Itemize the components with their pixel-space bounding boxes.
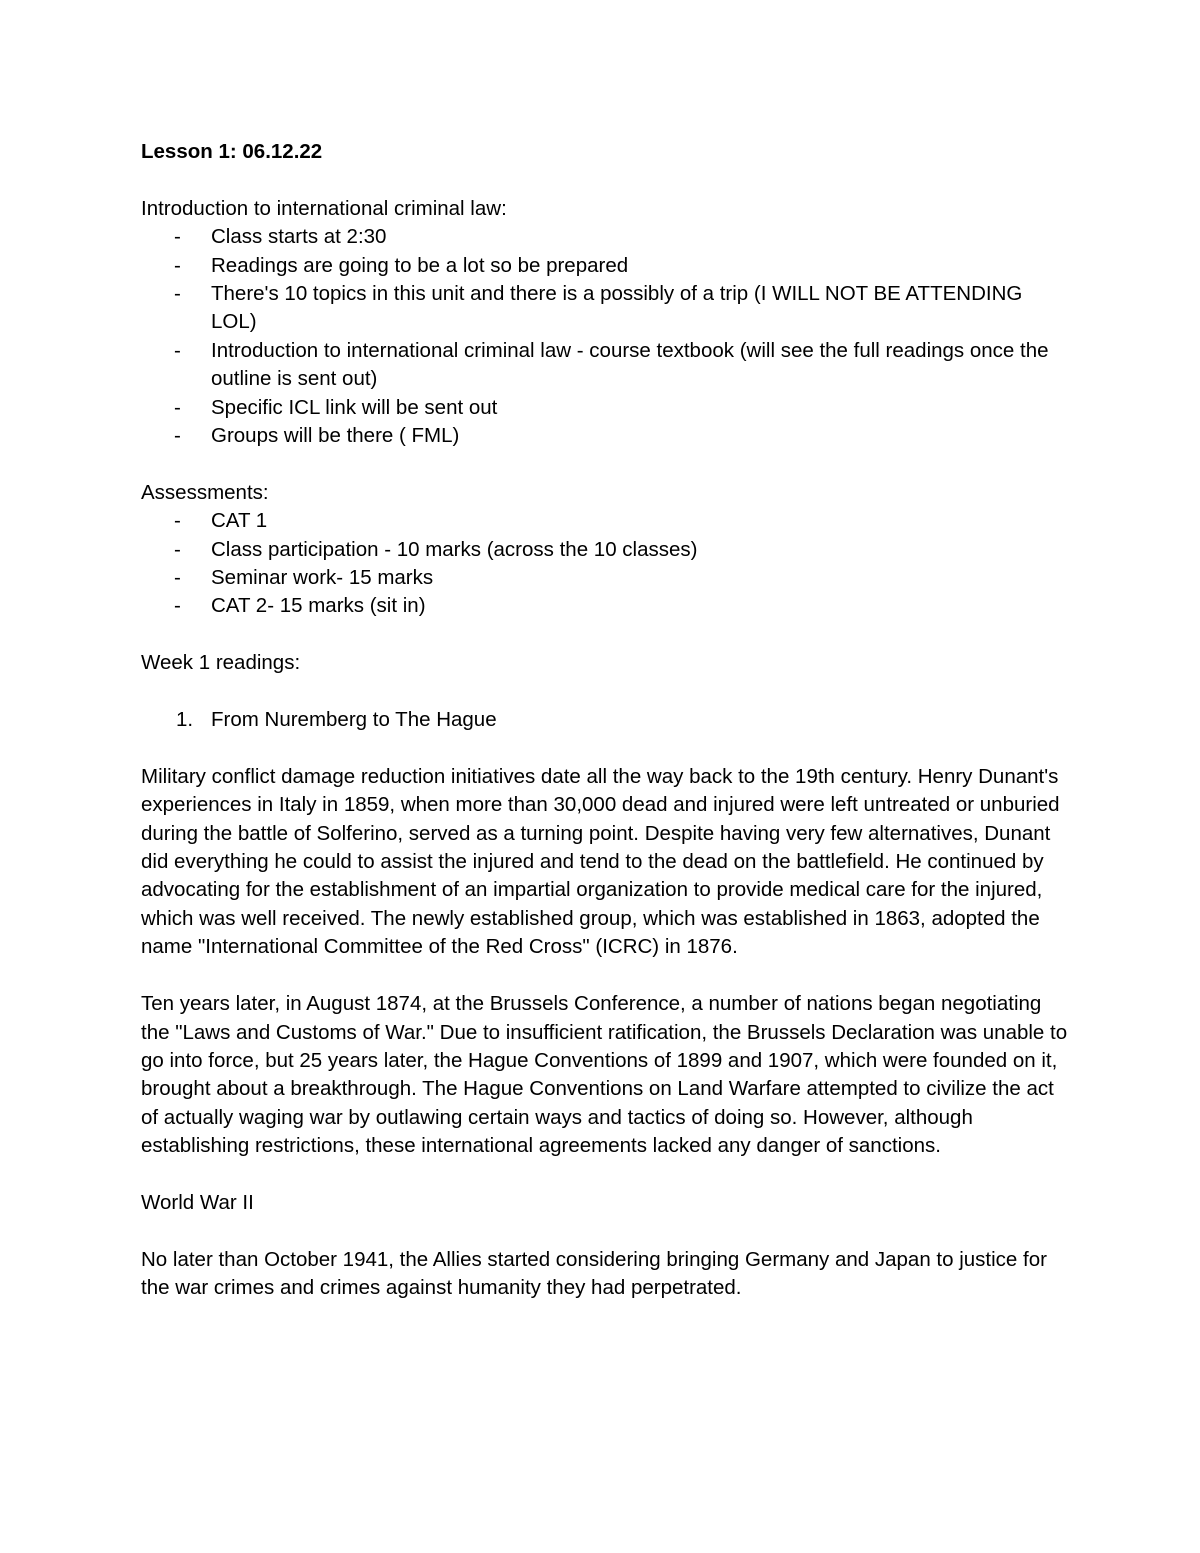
readings-heading: Week 1 readings: bbox=[141, 651, 301, 675]
paragraph-allies: No later than October 1941, the Allies started considering bringing Germany and Japan to justice for the war crimes and crimes against humanity they had perpetrated. bbox=[141, 1247, 1047, 1300]
intro-heading: Introduction to international criminal law: bbox=[141, 196, 507, 220]
list-item: - CAT 1 bbox=[174, 509, 268, 533]
list-item: - Class participation - 10 marks (across the 10 classes) bbox=[174, 537, 698, 561]
assessments-list bbox=[141, 507, 1071, 621]
assessments-heading: Assessments: bbox=[141, 480, 269, 504]
list-item: 1. From Nuremberg to The Hague bbox=[176, 708, 497, 732]
paragraph-hague: Ten years later, in August 1874, at the Brussels Conference, a number of nations began negotiating the "Laws and Customs of War." Due to insufficient ratification, the Brussels Declaration was unable to go into force, but 25 years later, the Hague Conventions of 1899 and 1907, which were founded on it, brought about a breakthrough. The Hague Conventions on Land Warfare attempted to civilize the act of actually waging war by outlawing certain ways and tactics of doing so. However, although establishing restrictions, these international agreements lacked any danger of sanctions. bbox=[141, 992, 1068, 1158]
list-item: - Introduction to international criminal law - course textbook (will see the full readings once the outline is sent out) bbox=[174, 338, 1049, 391]
ww2-heading: World War II bbox=[141, 1190, 254, 1214]
paragraph-red-cross: Military conflict damage reduction initiatives date all the way back to the 19th century. Henry Dunant's experiences in Italy in 1859, when more than 30,000 dead and injured were left untreated or unburied during the battle of Solferino, served as a turning point. Despite having very few alternatives, Dunant did everything he could to assist the injured and tend to the dead on the battlefield. He continued by advocating for the establishment of an impartial organization to provide medical care for the injured, which was well received. The newly established group, which was established in 1863, adopted the name "International Committee of the Red Cross" (ICRC) in 1876. bbox=[141, 764, 1060, 959]
list-item: - Readings are going to be a lot so be prepared bbox=[174, 253, 629, 277]
readings-list bbox=[141, 706, 1071, 734]
lesson-title: Lesson 1: 06.12.22 bbox=[141, 140, 323, 163]
list-item: - Seminar work- 15 marks bbox=[174, 566, 434, 590]
list-item: - Groups will be there ( FML) bbox=[174, 424, 460, 448]
list-item: - Class starts at 2:30 bbox=[174, 225, 387, 249]
list-item: - There's 10 topics in this unit and there is a possibly of a trip (I WILL NOT BE ATTENDING LOL) bbox=[174, 282, 1023, 334]
list-item: - CAT 2- 15 marks (sit in) bbox=[174, 594, 426, 618]
document-page bbox=[141, 138, 1071, 1303]
intro-list bbox=[141, 223, 1071, 450]
list-item: - Specific ICL link will be sent out bbox=[174, 395, 498, 419]
